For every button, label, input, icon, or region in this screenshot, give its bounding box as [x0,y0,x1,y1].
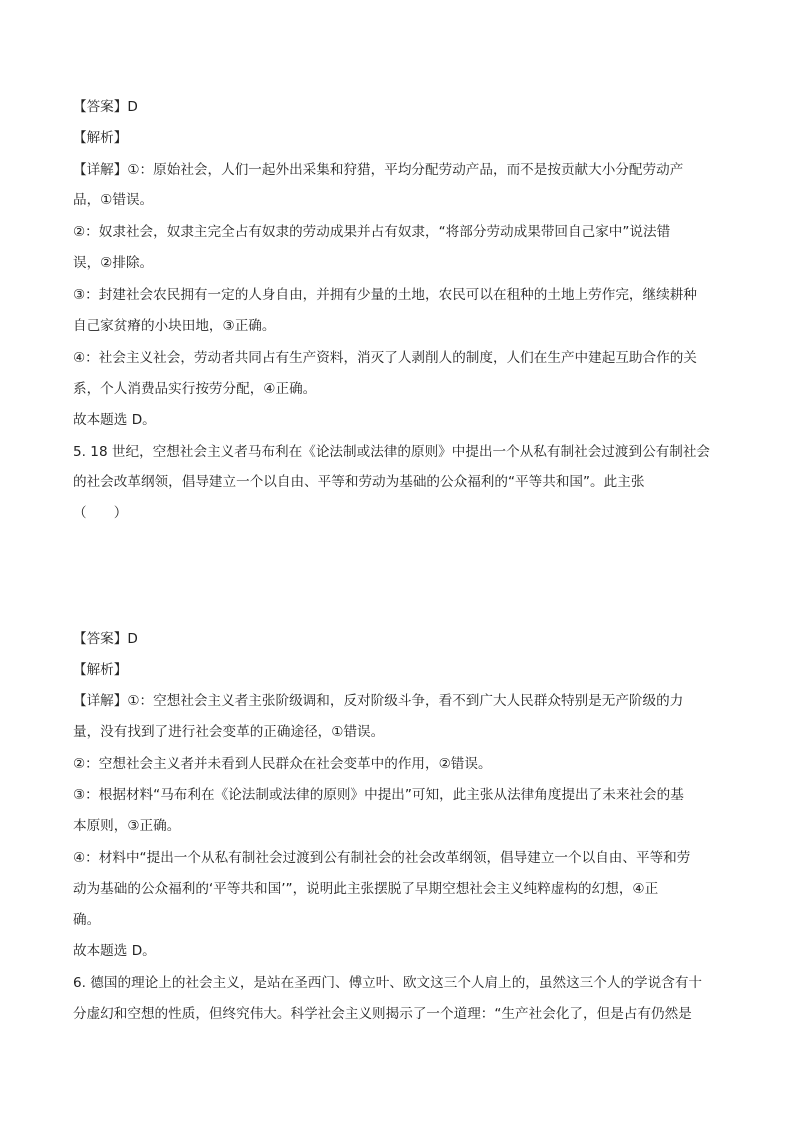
q4-answer: 【答案】D [73,99,138,115]
q6-stem-line: 6. 德国的理论上的社会主义，是站在圣西门、傅立叶、欧文这三个人肩上的，虽然这三个人的学说含有十 [73,975,703,991]
q4-detail-line: ④：社会主义社会，劳动者共同占有生产资料，消灭了人剥削人的制度，人们在生产中建起互助合作的关 [73,350,697,366]
q4-detail-line: ③：封建社会农民拥有一定的人身自由，并拥有少量的土地，农民可以在租种的土地上劳作完，继续耕种 [73,287,697,303]
q5-detail-line: 本原则，③正确。 [73,818,181,834]
q5-stem-line: 的社会改革纲领，倡导建立一个以自由、平等和劳动为基础的公众福利的“平等共和国”。此主张 [73,474,645,490]
q5-conclusion: 故本题选 D。 [73,943,156,959]
q5-detail-line: ③：根据材料“马布利在《论法制或法律的原则》中提出”可知，此主张从法律角度提出了未来社会的基 [73,787,684,803]
q5-stem-line: 5. 18 世纪，空想社会主义者马布利在《论法制或法律的原则》中提出一个从私有制社会过渡到公有制社会 [73,444,711,460]
q5-detail-line: ②：空想社会主义者并未看到人民群众在社会变革中的作用，②错误。 [73,756,492,772]
q4-detail-line: 【详解】①：原始社会，人们一起外出采集和狩猎，平均分配劳动产品，而不是按贡献大小分配劳动产 [73,162,684,178]
q5-detail-line: 动为基础的公众福利的‘平等共和国’”，说明此主张摆脱了早期空想社会主义纯粹虚构的幻想，④正 [73,881,659,897]
q4-detail-line: 自己家贫瘠的小块田地，③正确。 [73,318,276,334]
q5-detail-line: 【详解】①：空想社会主义者主张阶级调和，反对阶级斗争，看不到广大人民群众特别是无产阶级的力 [73,693,684,709]
q4-conclusion: 故本题选 D。 [73,412,156,428]
q4-detail-line: ②：奴隶社会，奴隶主完全占有奴隶的劳动成果并占有奴隶，“将部分劳动成果带回自己家中”说法错 [73,224,671,240]
q4-analysis-label: 【解析】 [73,130,128,146]
q5-detail-line: 确。 [73,912,101,928]
q5-answer: 【答案】D [73,631,138,647]
q5-detail-line: 量，没有找到了进行社会变革的正确途径，①错误。 [73,724,385,740]
q4-detail-line: 误，②排除。 [73,255,154,271]
q6-stem-line: 分虚幻和空想的性质，但终究伟大。科学社会主义则揭示了一个道理：“生产社会化了，但是占有仍然是 [73,1006,692,1022]
q5-analysis-label: 【解析】 [73,662,128,678]
q5-stem-blank: （ ） [73,505,128,521]
q4-detail-line: 系，个人消费品实行按劳分配，④正确。 [73,381,317,397]
q4-detail-line: 品，①错误。 [73,192,154,208]
q5-detail-line: ④：材料中“提出一个从私有制社会过渡到公有制社会的社会改革纲领，倡导建立一个以自由、平等和劳 [73,850,691,866]
